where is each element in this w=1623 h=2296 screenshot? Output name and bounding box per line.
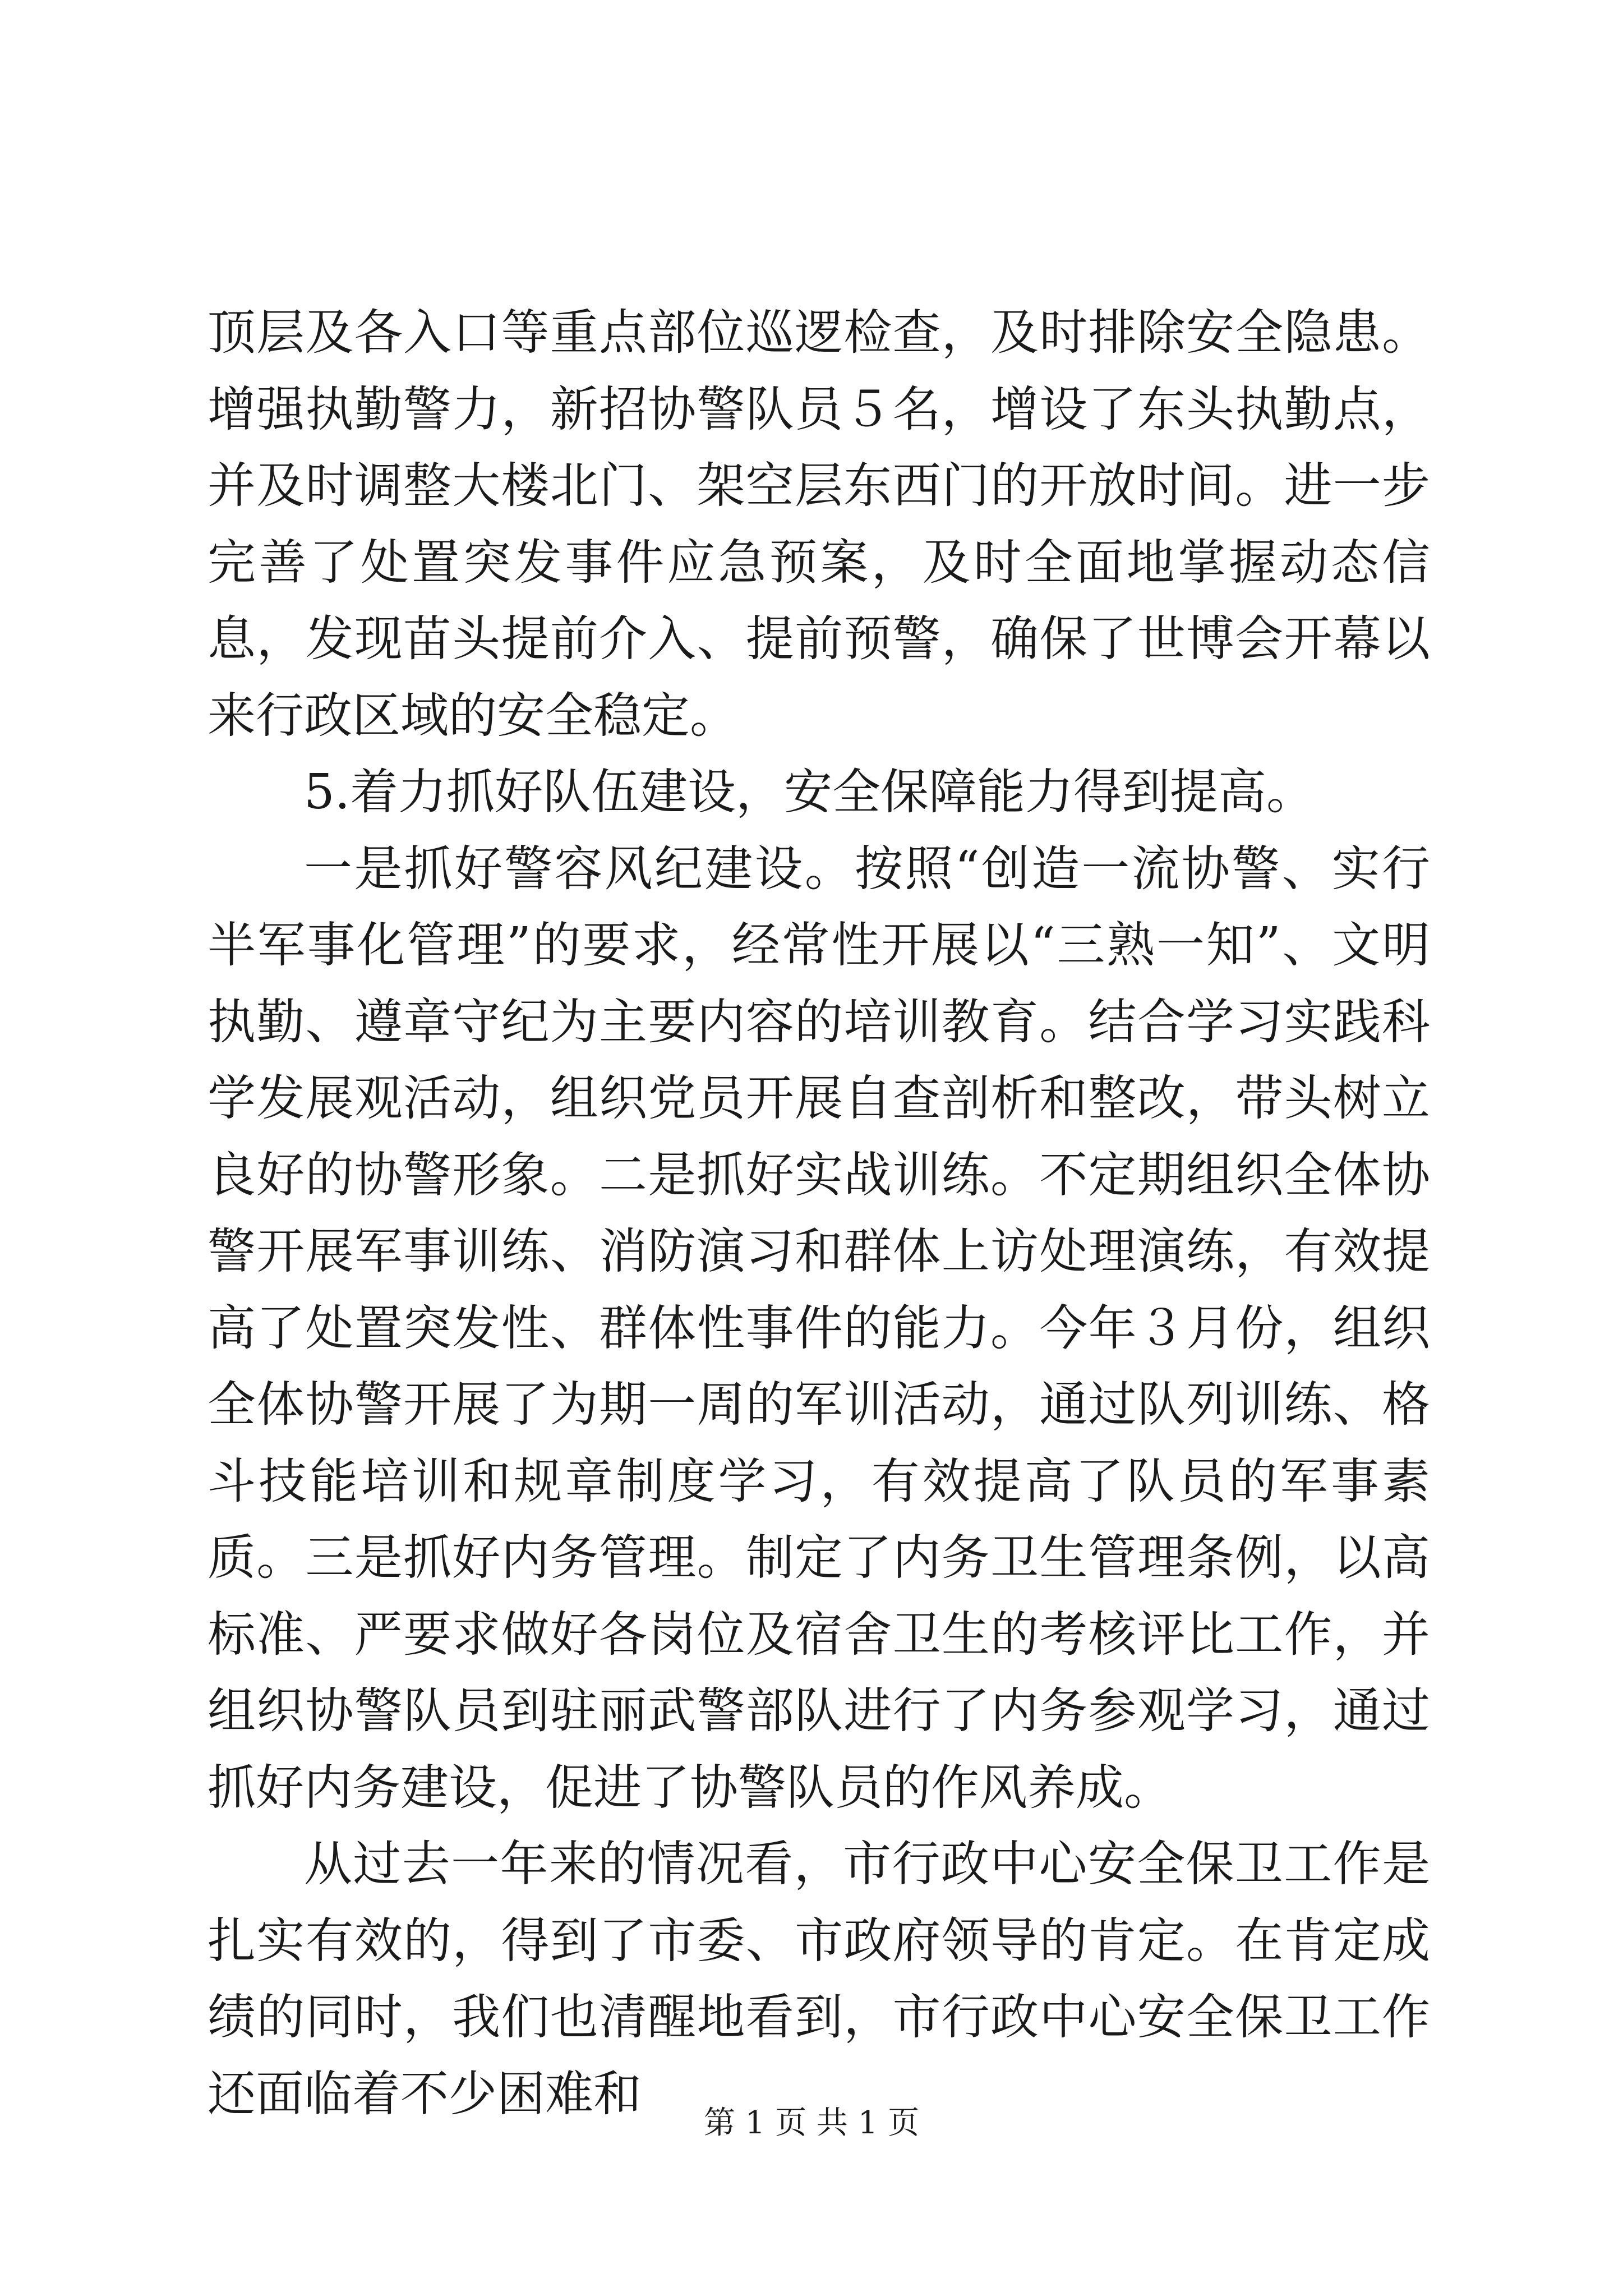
paragraph-1: 顶层及各入口等重点部位巡逻检查，及时排除安全隐患。增强执勤警力，新招协警队员５名，增设了东头执勤点，并及时调整大楼北门、架空层东西门的开放时间。进一步完善了处置突发事件应急预案，及时全面地掌握动态信息，发现苗头提前介入、提前预警，确保了世博会开幕以来行政区域的安全稳定。 (208, 305, 1430, 744)
page-number-footer: 第 1 页 共 1 页 (703, 2105, 920, 2141)
document-body (208, 295, 1430, 2132)
paragraph-4: 从过去一年来的情况看，市行政中心安全保卫工作是扎实有效的，得到了市委、市政府领导的肯定。在肯定成绩的同时，我们也清醒地看到，市行政中心安全保卫工作还面临着不少困难和 (208, 1836, 1430, 2122)
paragraph-2: 5.着力抓好队伍建设，安全保障能力得到提高。 (304, 764, 1315, 820)
paragraph-3: 一是抓好警容风纪建设。按照“创造一流协警、实行半军事化管理”的要求，经常性开展以“三熟一知”、文明执勤、遵章守纪为主要内容的培训教育。结合学习实践科学发展观活动，组织党员开展自查剖析和整改，带头树立良好的协警形象。二是抓好实战训练。不定期组织全体协警开展军事训练、消防演习和群体上访处理演练，有效提高了处置突发性、群体性事件的能力。今年３月份，组织全体协警开展了为期一周的军训活动，通过队列训练、格斗技能培训和规章制度学习，有效提高了队员的军事素质。三是抓好内务管理。制定了内务卫生管理条例，以高标准、严要求做好各岗位及宿舍卫生的考核评比工作，并组织协警队员到驻丽武警部队进行了内务参观学习，通过抓好内务建设，促进了协警队员的作风养成。 (208, 840, 1430, 1816)
